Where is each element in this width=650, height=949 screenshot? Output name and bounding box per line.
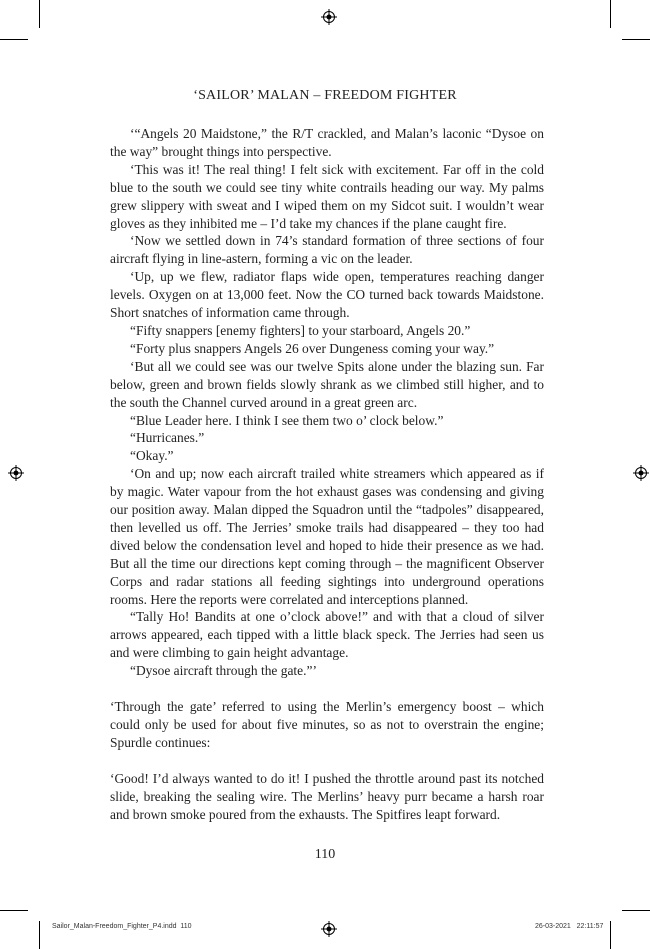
slug-datetime <box>535 923 603 930</box>
quote-paragraph: ‘Good! I’d always wanted to do it! I pushed the throttle around past its notched slide, breaking the sealing wire. The Merlins’ heavy purr became a harsh roar and brown smoke poured from the exhausts. The Spitfires leapt forward. <box>110 770 544 822</box>
narration-paragraph: ‘Through the gate’ referred to using the Merlin’s emergency boost – which could only be used for about five minutes, so as not to overstrain the engine; Spurdle continues: <box>110 699 544 750</box>
running-head: ‘SAILOR’ MALAN – FREEDOM FIGHTER <box>193 88 457 103</box>
crop-mark <box>610 921 611 949</box>
paragraph: “Dysoe aircraft through the gate.”’ <box>130 663 317 679</box>
paragraph: ‘Up, up we flew, radiator flaps wide open, temperatures reaching danger levels. Oxygen on at 13,000 feet. Now the CO turned back towards Maidstone. Short snatches of information came through. <box>110 269 544 321</box>
paragraph: ‘On and up; now each aircraft trailed white streamers which appeared as if by magic. Water vapour from the hot exhaust gases was condensing and giving our position away. Malan dipped the Squadron until the “tadpoles” disappeared, then levelled us off. The Jerries’ smoke trails had disappeared – they too had dived below the condensation level and hoped to hide their presence as we had. But all the time our directions kept coming through – the magnificent Observer Corps and radar stations all feeding sightings into underground operations rooms. Here the reports were correlated and interceptions planned. <box>110 466 544 607</box>
paragraph-gap <box>110 752 544 770</box>
registration-mark-icon <box>321 9 337 25</box>
page-body <box>110 125 544 824</box>
crop-mark <box>39 0 40 28</box>
crop-mark <box>622 910 650 911</box>
slug-page: 110 <box>180 923 192 930</box>
paragraph: “Okay.” <box>130 448 174 464</box>
paragraph: “Hurricanes.” <box>130 430 205 446</box>
slug-file <box>52 923 192 930</box>
paragraph: “Blue Leader here. I think I see them two o’ clock below.” <box>130 412 444 428</box>
paragraph: ‘But all we could see was our twelve Spits alone under the blazing sun. Far below, green and brown fields slowly shrank as we climbed still higher, and to the south the Channel curved around in a great green arc. <box>110 358 544 410</box>
paragraph: ‘Now we settled down in 74’s standard formation of three sections of four aircraft flying in line-astern, forming a vic on the leader. <box>110 233 544 267</box>
registration-mark-icon <box>321 921 337 937</box>
page-number: 110 <box>314 847 336 862</box>
paragraph-gap <box>110 680 544 698</box>
crop-mark <box>610 0 611 28</box>
crop-mark <box>39 921 40 949</box>
registration-mark-icon <box>8 465 24 481</box>
paragraph: “Fifty snappers [enemy fighters] to your starboard, Angels 20.” <box>130 322 471 338</box>
slug-file-name: Sailor_Malan-Freedom_Fighter_P4.indd <box>52 923 177 930</box>
paragraph: “Tally Ho! Bandits at one o’clock above!” and with that a cloud of silver arrows appeared, each tipped with a little black speck. The Jerries had seen us and were climbing to gain height advantage. <box>110 609 544 661</box>
crop-mark <box>0 910 28 911</box>
slug-date: 26-03-2021 <box>535 923 571 930</box>
registration-mark-icon <box>633 465 649 481</box>
paragraph: ‘“Angels 20 Maidstone,” the R/T crackled, and Malan’s laconic “Dysoe on the way” brought things into perspective. <box>110 126 544 159</box>
slug-time: 22:11:57 <box>576 923 604 930</box>
crop-mark <box>622 39 650 40</box>
paragraph: ‘This was it! The real thing! I felt sick with excitement. Far off in the cold blue to the south we could see tiny white contrails heading our way. My palms grew slippery with sweat and I wiped them on my Sidcot suit. I wouldn’t wear gloves as they inhibited me – I’d take my chances if the plane caught fire. <box>110 161 544 231</box>
paragraph: “Forty plus snappers Angels 26 over Dungeness coming your way.” <box>130 340 495 356</box>
crop-mark <box>0 39 28 40</box>
